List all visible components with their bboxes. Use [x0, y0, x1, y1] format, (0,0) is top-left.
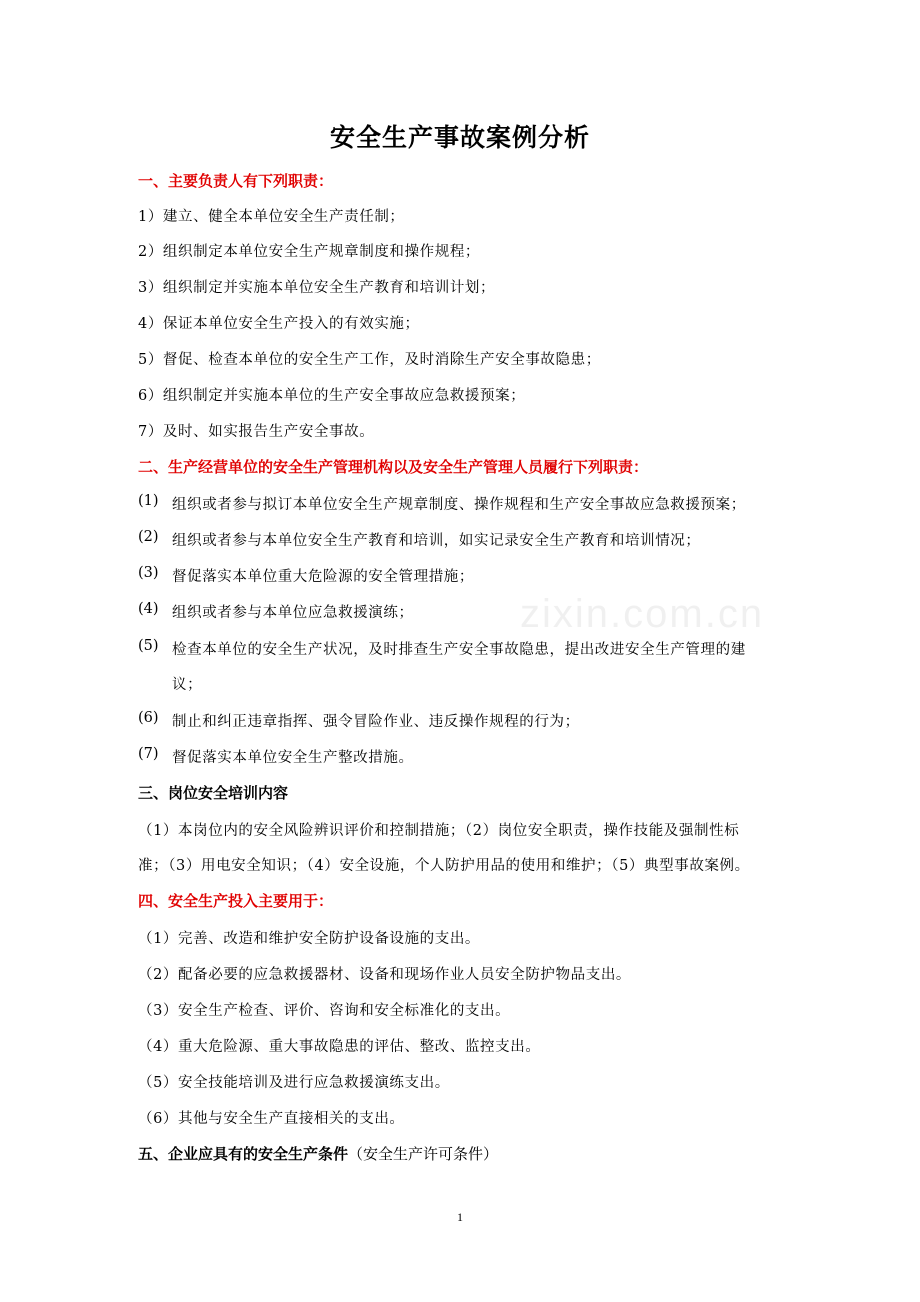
section1-item: 2）组织制定本单位安全生产规章制度和操作规程；	[138, 244, 481, 260]
section3-heading: 三、岗位安全培训内容	[138, 784, 289, 802]
section4-item: （1）完善、改造和维护安全防护设备设施的支出。	[138, 931, 481, 947]
section1-item: 3）组织制定并实施本单位安全生产教育和培训计划；	[138, 280, 496, 296]
section5-heading	[138, 1143, 498, 1164]
section2-item-text: 督促落实本单位安全生产整改措施。	[172, 750, 414, 766]
section4-item: （6）其他与安全生产直接相关的支出。	[138, 1111, 405, 1127]
section1-heading: 一、主要负责人有下列职责：	[138, 172, 334, 190]
section2-item-text: 组织或者参与本单位安全生产教育和培训，如实记录安全生产教育和培训情况；	[172, 533, 701, 549]
section2-item-number: (5)	[138, 638, 159, 654]
section2-item-text: 组织或者参与拟订本单位安全生产规章制度、操作规程和生产安全事故应急救援预案；	[172, 497, 746, 513]
section1-item: 7）及时、如实报告生产安全事故。	[138, 424, 375, 440]
section5-heading-note: （安全生产许可条件）	[348, 1145, 499, 1163]
section2-item-text: 制止和纠正违章指挥、强令冒险作业、违反操作规程的行为；	[172, 714, 580, 730]
section2-item-text: 督促落实本单位重大危险源的安全管理措施；	[172, 569, 474, 585]
page-number: 1	[457, 1210, 463, 1224]
section3-line: （1）本岗位内的安全风险辨识评价和控制措施；（2）岗位安全职责，操作技能及强制性标	[138, 823, 740, 839]
page-title: 安全生产事故案例分析	[329, 123, 590, 152]
section4-heading: 四、安全生产投入主要用于：	[138, 892, 334, 910]
section2-item-number: (4)	[138, 601, 159, 617]
section3-line: 准；（3）用电安全知识；（4）安全设施，个人防护用品的使用和维护；（5）典型事故案例。	[138, 858, 750, 874]
section1-item: 1）建立、健全本单位安全生产责任制；	[138, 209, 405, 225]
section2-item-number: (6)	[138, 710, 159, 726]
section2-item-continuation: 议；	[172, 677, 203, 693]
section4-item: （5）安全技能培训及进行应急救援演练支出。	[138, 1075, 450, 1091]
section2-item-number: (3)	[138, 565, 159, 581]
section2-item-number: (2)	[138, 529, 159, 545]
section5-heading-text: 五、企业应具有的安全生产条件	[138, 1145, 349, 1163]
section1-item: 6）组织制定并实施本单位的生产安全事故应急救援预案；	[138, 388, 526, 404]
section2-item-number: (1)	[138, 493, 159, 509]
section4-item: （4）重大危险源、重大事故隐患的评估、整改、监控支出。	[138, 1039, 541, 1055]
section1-item: 4）保证本单位安全生产投入的有效实施；	[138, 316, 420, 332]
section2-item-text: 检查本单位的安全生产状况，及时排查生产安全事故隐患，提出改进安全生产管理的建	[172, 642, 746, 658]
section2-item-number: (7)	[138, 746, 159, 762]
watermark: zixin.com.cn	[520, 592, 765, 636]
section2-heading: 二、生产经营单位的安全生产管理机构以及安全生产管理人员履行下列职责：	[138, 458, 649, 476]
section1-item: 5）督促、检查本单位的安全生产工作，及时消除生产安全事故隐患；	[138, 352, 601, 368]
section2-item-text: 组织或者参与本单位应急救援演练；	[172, 605, 414, 621]
section4-item: （2）配备必要的应急救援器材、设备和现场作业人员安全防护物品支出。	[138, 967, 632, 983]
section4-item: （3）安全生产检查、评价、咨询和安全标准化的支出。	[138, 1003, 511, 1019]
